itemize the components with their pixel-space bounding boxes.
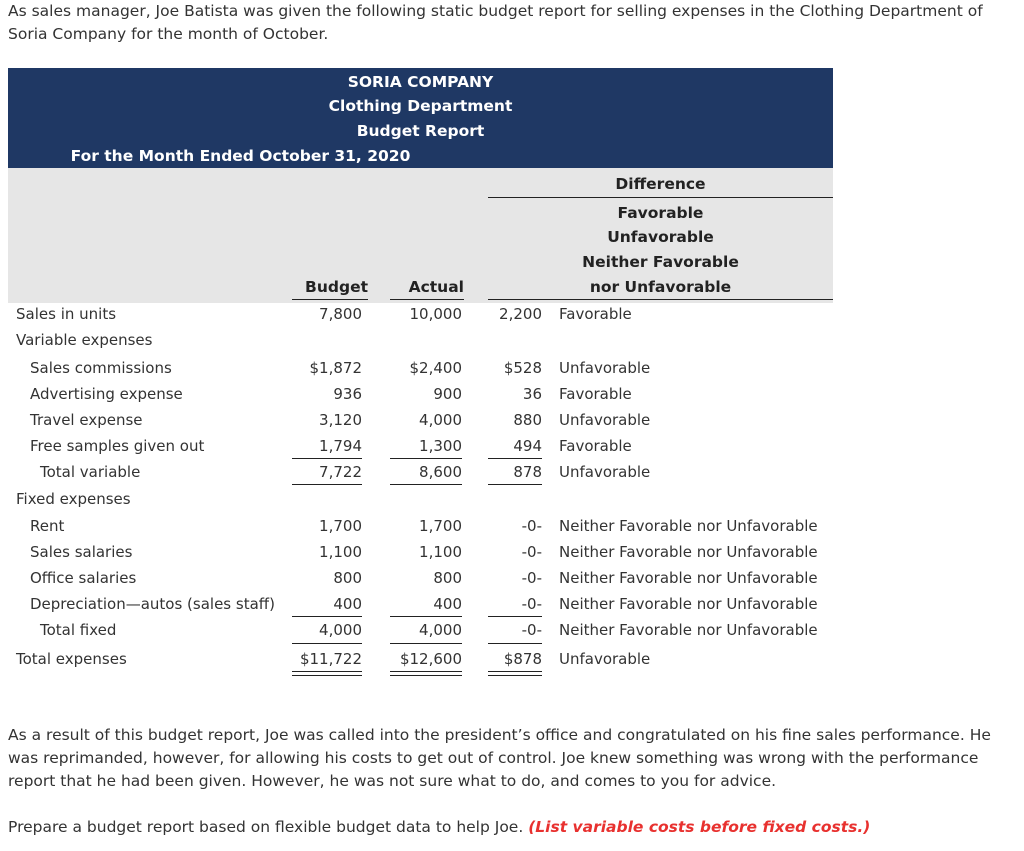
budget-value: 800 <box>333 569 362 587</box>
budget-value: 1,794 <box>319 437 362 455</box>
difference-status: Neither Favorable nor Unfavorable <box>559 543 818 561</box>
difference-status: Neither Favorable nor Unfavorable <box>559 595 818 613</box>
difference-status: Neither Favorable nor Unfavorable <box>559 517 818 535</box>
row-label: Sales in units <box>16 305 117 323</box>
difference-status: Unfavorable <box>559 411 651 429</box>
underline-rule <box>292 643 362 644</box>
underline-rule <box>488 458 542 459</box>
actual-value: 4,000 <box>419 411 462 429</box>
underline-rule <box>292 616 362 617</box>
report-title: Budget Report <box>356 122 485 140</box>
difference-status: Favorable <box>559 437 632 455</box>
intro-text: As sales manager, Joe Batista was given the following static budget report for selling expenses in the Clothing Department of Soria Company for the month of October. <box>8 2 983 43</box>
actual-value: $2,400 <box>409 359 462 377</box>
difference-value: -0- <box>521 595 542 613</box>
instruction-line <box>8 816 1008 839</box>
double-underline-rule <box>390 675 462 676</box>
diff-header-line4: nor Unfavorable <box>589 278 732 296</box>
double-underline-rule <box>292 671 362 672</box>
budget-value: 3,120 <box>319 411 362 429</box>
underline-rule <box>390 458 462 459</box>
difference-status: Neither Favorable nor Unfavorable <box>559 621 818 639</box>
underline-rule <box>390 616 462 617</box>
report-banner <box>8 68 833 168</box>
row-label: Variable expenses <box>16 331 153 349</box>
row-label: Free samples given out <box>30 437 205 455</box>
underline-rule <box>292 458 362 459</box>
diff-header-line3: Neither Favorable <box>582 253 739 271</box>
double-underline-rule <box>488 671 542 672</box>
report-period: For the Month Ended October 31, 2020 <box>70 147 411 165</box>
actual-value: 1,700 <box>419 517 462 535</box>
actual-value: 900 <box>433 385 462 403</box>
budget-value: 7,722 <box>319 463 362 481</box>
underline-rule <box>390 484 462 485</box>
difference-status: Unfavorable <box>559 650 651 668</box>
actual-value: 10,000 <box>409 305 462 323</box>
difference-value: 880 <box>513 411 542 429</box>
difference-header-rule <box>488 197 833 198</box>
diff-header-line2: Unfavorable <box>607 228 714 246</box>
underline-rule <box>292 484 362 485</box>
budget-value: 400 <box>333 595 362 613</box>
diff-header-line1: Favorable <box>617 204 704 222</box>
difference-status: Unfavorable <box>559 463 651 481</box>
row-label: Depreciation—autos (sales staff) <box>30 595 275 613</box>
underline-rule <box>488 484 542 485</box>
double-underline-rule <box>390 671 462 672</box>
underline-rule <box>488 643 542 644</box>
difference-status: Unfavorable <box>559 359 651 377</box>
difference-value: $878 <box>503 650 542 668</box>
actual-value: $12,600 <box>399 650 462 668</box>
difference-value: -0- <box>521 517 542 535</box>
budget-value: 1,700 <box>319 517 362 535</box>
budget-value: 4,000 <box>319 621 362 639</box>
actual-header-rule <box>390 299 464 300</box>
actual-value: 8,600 <box>419 463 462 481</box>
followup-text: As a result of this budget report, Joe was called into the president’s office and congratulated on his fine sales performance. He was reprimanded, however, for allowing his costs to get out of control. Joe knew something was wrong with the performance report that he had been given. However, he was not sure what to do, and comes to you for advice. <box>8 726 991 790</box>
difference-status: Neither Favorable nor Unfavorable <box>559 569 818 587</box>
budget-value: $1,872 <box>309 359 362 377</box>
row-label: Office salaries <box>30 569 137 587</box>
difference-header: Difference <box>615 175 706 193</box>
budget-value: $11,722 <box>299 650 362 668</box>
budget-header-rule <box>292 299 368 300</box>
difference-value: -0- <box>521 543 542 561</box>
row-label: Sales commissions <box>30 359 172 377</box>
budget-header: Budget <box>305 278 368 296</box>
budget-value: 1,100 <box>319 543 362 561</box>
actual-value: 1,100 <box>419 543 462 561</box>
difference-value: $528 <box>503 359 542 377</box>
row-label: Total variable <box>40 463 141 481</box>
budget-value: 936 <box>333 385 362 403</box>
difference-value: 2,200 <box>499 305 542 323</box>
actual-value: 800 <box>433 569 462 587</box>
budget-value: 7,800 <box>319 305 362 323</box>
difference-value: -0- <box>521 621 542 639</box>
actual-value: 1,300 <box>419 437 462 455</box>
difference-value: 494 <box>513 437 542 455</box>
underline-rule <box>488 616 542 617</box>
budget-report <box>8 68 833 680</box>
difference-value: 878 <box>513 463 542 481</box>
difference-status: Favorable <box>559 385 632 403</box>
row-label: Fixed expenses <box>16 490 131 508</box>
difference-value: -0- <box>521 569 542 587</box>
company-name: SORIA COMPANY <box>347 73 494 91</box>
diff-header-rule <box>488 299 833 300</box>
actual-header: Actual <box>408 278 464 296</box>
row-label: Advertising expense <box>30 385 183 403</box>
row-label: Travel expense <box>30 411 143 429</box>
double-underline-rule <box>488 675 542 676</box>
instruction-text: Prepare a budget report based on flexible budget data to help Joe. <box>8 818 524 836</box>
department-name: Clothing Department <box>328 97 513 115</box>
actual-value: 4,000 <box>419 621 462 639</box>
instruction-note: (List variable costs before fixed costs.) <box>528 818 871 836</box>
difference-value: 36 <box>522 385 542 403</box>
row-label: Total fixed <box>40 621 117 639</box>
actual-value: 400 <box>433 595 462 613</box>
difference-status: Favorable <box>559 305 632 323</box>
row-label: Rent <box>30 517 65 535</box>
double-underline-rule <box>292 675 362 676</box>
row-label: Total expenses <box>16 650 127 668</box>
underline-rule <box>390 643 462 644</box>
row-label: Sales salaries <box>30 543 133 561</box>
